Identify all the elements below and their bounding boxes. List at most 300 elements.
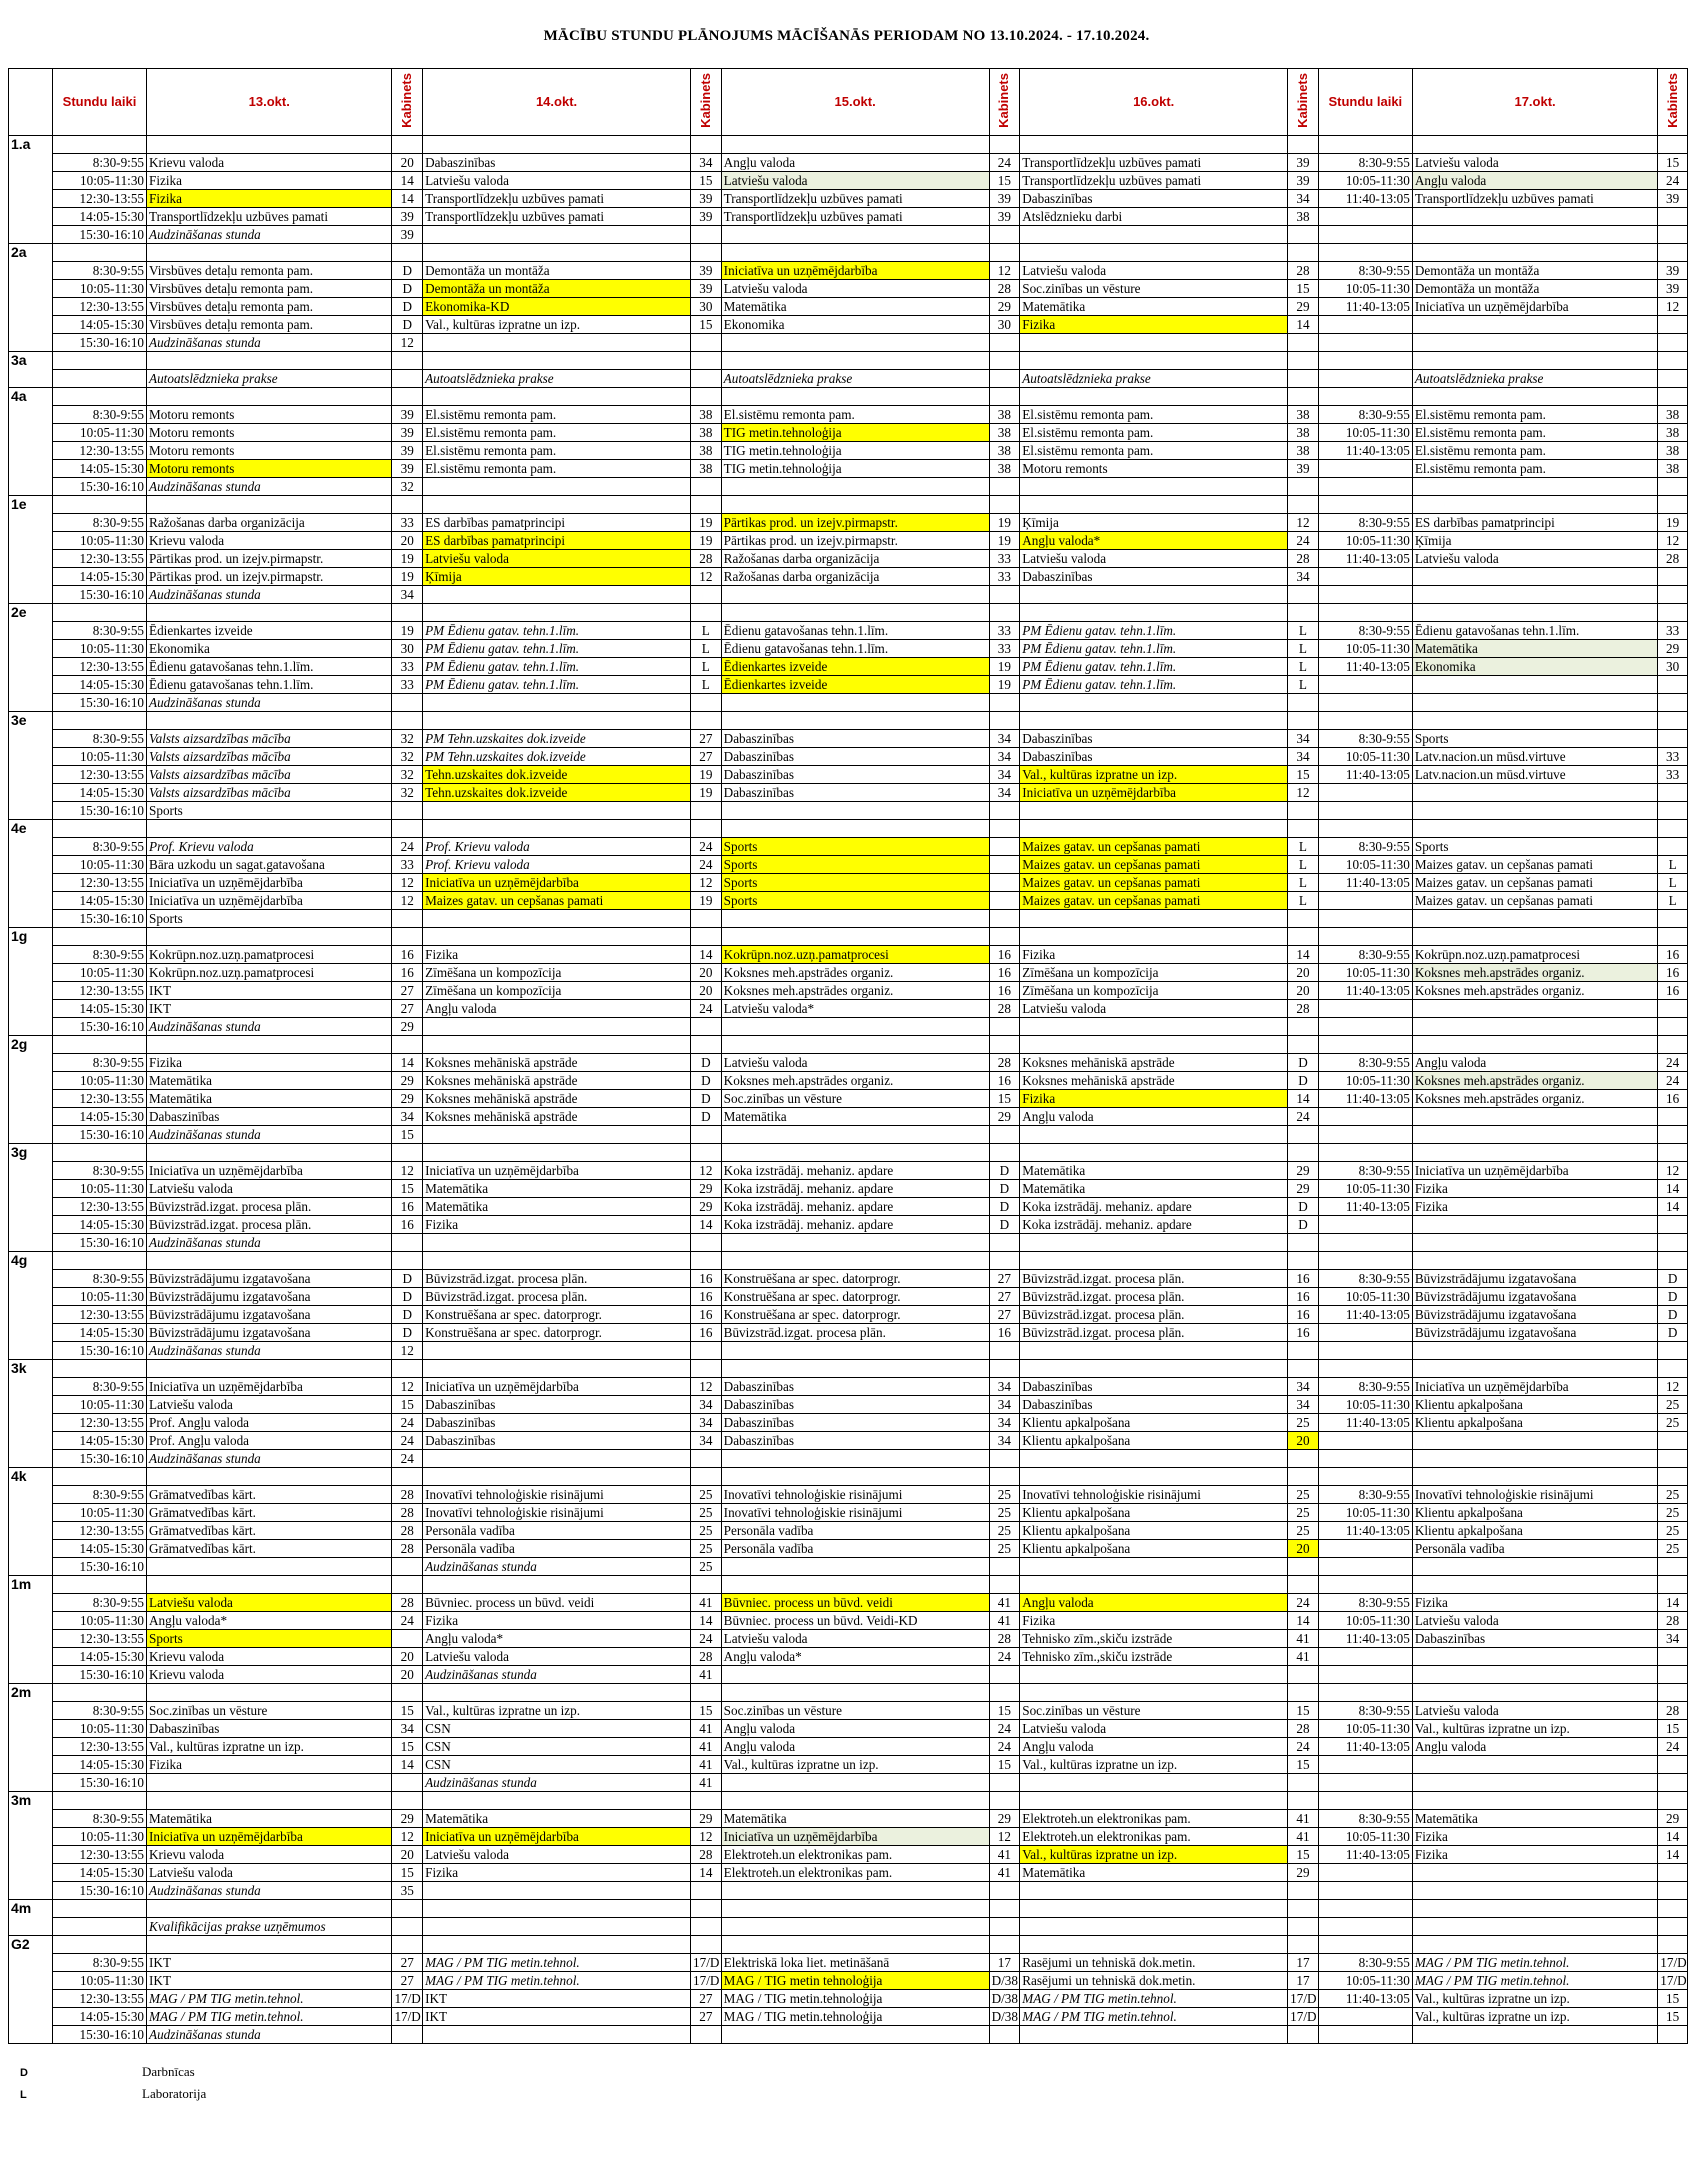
room-cell xyxy=(1658,1216,1688,1234)
time-slot: 10:05-11:30 xyxy=(1318,172,1412,190)
spacer-cell xyxy=(392,820,423,838)
subject-cell: Koka izstrādāj. mehaniz. apdare xyxy=(721,1198,989,1216)
subject-cell xyxy=(721,910,989,928)
room-cell xyxy=(1658,784,1688,802)
room-cell xyxy=(989,856,1020,874)
time-slot xyxy=(1318,1126,1412,1144)
subject-cell xyxy=(1412,1000,1657,1018)
time-slot: 14:05-15:30 xyxy=(52,1864,146,1882)
room-cell: 27 xyxy=(392,1000,423,1018)
subject-cell: Konstruēšana ar spec. datorprogr. xyxy=(721,1306,989,1324)
room-cell: 19 xyxy=(691,532,722,550)
time-slot: 10:05-11:30 xyxy=(1318,748,1412,766)
subject-cell: Rasējumi un tehniskā dok.metin. xyxy=(1020,1972,1288,1990)
room-cell: 24 xyxy=(1288,532,1319,550)
table-row xyxy=(9,1378,1688,1396)
spacer-cell xyxy=(691,388,722,406)
subject-cell xyxy=(1412,1648,1657,1666)
subject-cell: Iniciatīva un uzņēmējdarbība xyxy=(1020,784,1288,802)
spacer-cell xyxy=(989,712,1020,730)
spacer-cell xyxy=(1412,712,1657,730)
subject-cell: Fizika xyxy=(1412,1180,1657,1198)
spacer-cell xyxy=(392,712,423,730)
room-cell xyxy=(1658,370,1688,388)
room-cell: 19 xyxy=(691,766,722,784)
time-slot: 8:30-9:55 xyxy=(52,514,146,532)
subject-cell: Konstruēšana ar spec. datorprogr. xyxy=(423,1324,691,1342)
room-cell: 29 xyxy=(1288,298,1319,316)
room-cell: 34 xyxy=(691,1396,722,1414)
room-cell: 33 xyxy=(989,550,1020,568)
room-cell: 34 xyxy=(1288,748,1319,766)
subject-cell: Val., kultūras izpratne un izp. xyxy=(1412,2008,1657,2026)
subject-cell: Elektroteh.un elektronikas pam. xyxy=(1020,1810,1288,1828)
room-cell: D xyxy=(392,280,423,298)
spacer-cell xyxy=(1658,1144,1688,1162)
room-cell: 17/D xyxy=(691,1954,722,1972)
table-row xyxy=(9,226,1688,244)
time-slot: 11:40-13:05 xyxy=(1318,1990,1412,2008)
room-cell: 16 xyxy=(1658,982,1688,1000)
class-name: 1e xyxy=(9,496,53,604)
time-slot: 8:30-9:55 xyxy=(1318,1486,1412,1504)
room-cell: 24 xyxy=(1658,1054,1688,1072)
time-slot: 8:30-9:55 xyxy=(52,1810,146,1828)
subject-cell: Ekonomika xyxy=(147,640,392,658)
room-cell: 19 xyxy=(691,892,722,910)
spacer-cell xyxy=(392,1468,423,1486)
subject-cell: MAG / PM TIG metin.tehnol. xyxy=(423,1972,691,1990)
room-cell: 24 xyxy=(691,1000,722,1018)
subject-cell: Val., kultūras izpratne un izp. xyxy=(423,1702,691,1720)
time-slot xyxy=(1318,568,1412,586)
subject-cell: Latviešu valoda xyxy=(147,1594,392,1612)
spacer-cell xyxy=(147,1252,392,1270)
room-cell: 12 xyxy=(392,1162,423,1180)
room-cell: 34 xyxy=(989,766,1020,784)
subject-cell: El.sistēmu remonta pam. xyxy=(423,424,691,442)
header-room-label: Kabinets xyxy=(1664,72,1680,128)
time-slot xyxy=(1318,1918,1412,1936)
subject-cell xyxy=(1020,1018,1288,1036)
subject-cell xyxy=(1412,1918,1657,1936)
spacer-cell xyxy=(691,496,722,514)
class-name: 2a xyxy=(9,244,53,352)
room-cell: 16 xyxy=(989,982,1020,1000)
room-cell xyxy=(1288,1018,1319,1036)
room-cell: 19 xyxy=(989,676,1020,694)
subject-cell: Ražošanas darba organizācija xyxy=(147,514,392,532)
spacer-cell xyxy=(52,1792,146,1810)
room-cell: 14 xyxy=(1288,946,1319,964)
room-cell: L xyxy=(691,658,722,676)
spacer-cell xyxy=(1020,820,1288,838)
time-slot: 15:30-16:10 xyxy=(52,1018,146,1036)
subject-cell: IKT xyxy=(147,1972,392,1990)
table-row xyxy=(9,946,1688,964)
room-cell: 17/D xyxy=(392,1990,423,2008)
time-slot: 15:30-16:10 xyxy=(52,1666,146,1684)
room-cell: 38 xyxy=(691,406,722,424)
room-cell: 12 xyxy=(691,1378,722,1396)
subject-cell: Fizika xyxy=(423,1612,691,1630)
subject-cell: Matemātika xyxy=(147,1090,392,1108)
subject-cell xyxy=(1020,694,1288,712)
room-cell: 14 xyxy=(392,1756,423,1774)
table-row xyxy=(9,640,1688,658)
spacer-cell xyxy=(1318,604,1412,622)
room-cell xyxy=(1658,910,1688,928)
room-cell xyxy=(691,1918,722,1936)
subject-cell xyxy=(423,910,691,928)
subject-cell: Autoatslēdznieka prakse xyxy=(423,370,691,388)
table-row xyxy=(9,1504,1688,1522)
subject-cell: Fizika xyxy=(147,190,392,208)
room-cell xyxy=(1658,802,1688,820)
time-slot: 8:30-9:55 xyxy=(52,1270,146,1288)
subject-cell xyxy=(1412,2026,1657,2044)
time-slot: 12:30-13:55 xyxy=(52,1306,146,1324)
subject-cell xyxy=(1020,1774,1288,1792)
subject-cell: Dabaszinības xyxy=(721,1378,989,1396)
subject-cell xyxy=(1020,1234,1288,1252)
time-slot: 12:30-13:55 xyxy=(52,1414,146,1432)
spacer-cell xyxy=(691,1936,722,1954)
time-slot: 8:30-9:55 xyxy=(1318,946,1412,964)
spacer-cell xyxy=(1020,1936,1288,1954)
subject-cell: IKT xyxy=(423,2008,691,2026)
time-slot xyxy=(1318,1882,1412,1900)
subject-cell: Angļu valoda xyxy=(1412,1738,1657,1756)
room-cell: 28 xyxy=(989,280,1020,298)
subject-cell: Dabaszinības xyxy=(721,784,989,802)
room-cell: 32 xyxy=(392,784,423,802)
room-cell xyxy=(1288,370,1319,388)
subject-cell: Val., kultūras izpratne un izp. xyxy=(423,316,691,334)
subject-cell: Matemātika xyxy=(721,1810,989,1828)
time-slot: 14:05-15:30 xyxy=(52,1324,146,1342)
room-cell: 28 xyxy=(989,1054,1020,1072)
room-cell: 25 xyxy=(989,1522,1020,1540)
subject-cell: PM Tehn.uzskaites dok.izveide xyxy=(423,748,691,766)
subject-cell: Latv.nacion.un mūsd.virtuve xyxy=(1412,766,1657,784)
subject-cell: Latviešu valoda xyxy=(423,1846,691,1864)
page-title: MĀCĪBU STUNDU PLĀNOJUMS MĀCĪŠANĀS PERIODAM NO 13.10.2024. - 17.10.2024. xyxy=(543,28,1150,44)
spacer-cell xyxy=(52,388,146,406)
subject-cell: Klientu apkalpošana xyxy=(1020,1522,1288,1540)
subject-cell: Soc.zinības un vēsture xyxy=(147,1702,392,1720)
room-cell: 39 xyxy=(691,280,722,298)
room-cell: 38 xyxy=(989,460,1020,478)
table-row xyxy=(9,460,1688,478)
room-cell: 16 xyxy=(989,1072,1020,1090)
room-cell: 34 xyxy=(989,748,1020,766)
subject-cell: Ekonomika-KD xyxy=(423,298,691,316)
spacer-cell xyxy=(147,1036,392,1054)
subject-cell xyxy=(721,1126,989,1144)
class-name: 4g xyxy=(9,1252,53,1360)
room-cell: 15 xyxy=(1288,1756,1319,1774)
table-row xyxy=(9,1558,1688,1576)
header-room xyxy=(1288,69,1319,136)
spacer-cell xyxy=(691,1900,722,1918)
spacer-cell xyxy=(1412,352,1657,370)
subject-cell: Krievu valoda xyxy=(147,1846,392,1864)
spacer-cell xyxy=(989,136,1020,154)
time-slot: 14:05-15:30 xyxy=(52,1432,146,1450)
room-cell: 16 xyxy=(1288,1288,1319,1306)
time-slot: 10:05-11:30 xyxy=(52,1072,146,1090)
room-cell xyxy=(1288,478,1319,496)
subject-cell: Grāmatvedības kārt. xyxy=(147,1504,392,1522)
time-slot xyxy=(1318,784,1412,802)
spacer-cell xyxy=(1658,352,1688,370)
spacer-cell xyxy=(989,1468,1020,1486)
spacer-cell xyxy=(1412,1900,1657,1918)
spacer-cell xyxy=(1412,1360,1657,1378)
subject-cell: Krievu valoda xyxy=(147,1648,392,1666)
spacer-cell xyxy=(1020,712,1288,730)
subject-cell: Koka izstrādāj. mehaniz. apdare xyxy=(1020,1216,1288,1234)
room-cell: 16 xyxy=(989,946,1020,964)
table-row xyxy=(9,1666,1688,1684)
room-cell: 30 xyxy=(392,640,423,658)
table-row xyxy=(9,1216,1688,1234)
spacer-cell xyxy=(1288,1684,1319,1702)
spacer-cell xyxy=(392,1252,423,1270)
time-slot: 8:30-9:55 xyxy=(1318,262,1412,280)
subject-cell xyxy=(1412,1108,1657,1126)
time-slot: 8:30-9:55 xyxy=(52,262,146,280)
time-slot xyxy=(1318,1234,1412,1252)
subject-cell: Audzināšanas stunda xyxy=(147,1882,392,1900)
time-slot: 10:05-11:30 xyxy=(1318,532,1412,550)
room-cell: 25 xyxy=(1658,1396,1688,1414)
legend-text: Laboratorija xyxy=(142,2086,207,2101)
subject-cell: Angļu valoda xyxy=(1412,1054,1657,1072)
subject-cell xyxy=(1412,208,1657,226)
subject-cell: CSN xyxy=(423,1738,691,1756)
class-name: 3m xyxy=(9,1792,53,1900)
spacer-cell xyxy=(1020,604,1288,622)
room-cell: 12 xyxy=(392,874,423,892)
subject-cell: Zīmēšana un kompozīcija xyxy=(423,964,691,982)
subject-cell: Audzināšanas stunda xyxy=(147,478,392,496)
room-cell: 16 xyxy=(1658,946,1688,964)
room-cell: 41 xyxy=(691,1594,722,1612)
table-row xyxy=(9,694,1688,712)
subject-cell: Iniciatīva un uzņēmējdarbība xyxy=(1412,298,1657,316)
table-row xyxy=(9,1720,1688,1738)
table-row xyxy=(9,712,1688,730)
time-slot: 12:30-13:55 xyxy=(52,1090,146,1108)
room-cell: 34 xyxy=(1288,1396,1319,1414)
time-slot: 10:05-11:30 xyxy=(1318,1828,1412,1846)
room-cell: L xyxy=(1658,892,1688,910)
subject-cell: Būvniec. process un būvd. Veidi-KD xyxy=(721,1612,989,1630)
spacer-cell xyxy=(52,820,146,838)
table-row xyxy=(9,1036,1688,1054)
room-cell: 27 xyxy=(989,1306,1020,1324)
room-cell: 16 xyxy=(392,964,423,982)
subject-cell: Koksnes meh.apstrādes organiz. xyxy=(1412,1072,1657,1090)
room-cell: 27 xyxy=(989,1270,1020,1288)
subject-cell: Būvizstrād.izgat. procesa plān. xyxy=(1020,1270,1288,1288)
time-slot: 10:05-11:30 xyxy=(52,424,146,442)
subject-cell xyxy=(721,1774,989,1792)
room-cell: 15 xyxy=(392,1180,423,1198)
room-cell: D xyxy=(1288,1054,1319,1072)
room-cell xyxy=(1288,802,1319,820)
subject-cell: Prof. Krievu valoda xyxy=(423,856,691,874)
room-cell: 25 xyxy=(1288,1414,1319,1432)
spacer-cell xyxy=(721,1684,989,1702)
spacer-cell xyxy=(1658,496,1688,514)
room-cell: 38 xyxy=(691,424,722,442)
room-cell: 25 xyxy=(989,1540,1020,1558)
subject-cell: Ēdienu gatavošanas tehn.1.līm. xyxy=(1412,622,1657,640)
room-cell: 27 xyxy=(691,1990,722,2008)
spacer-cell xyxy=(1020,352,1288,370)
time-slot xyxy=(1318,1450,1412,1468)
room-cell: L xyxy=(1288,676,1319,694)
room-cell xyxy=(1658,1774,1688,1792)
subject-cell: Valsts aizsardzības mācība xyxy=(147,766,392,784)
room-cell xyxy=(989,1018,1020,1036)
time-slot: 8:30-9:55 xyxy=(1318,1594,1412,1612)
subject-cell: Personāla vadība xyxy=(423,1522,691,1540)
subject-cell: CSN xyxy=(423,1756,691,1774)
subject-cell: Personāla vadība xyxy=(721,1522,989,1540)
subject-cell: Tehn.uzskaites dok.izveide xyxy=(423,784,691,802)
subject-cell: TIG metin.tehnoloģija xyxy=(721,442,989,460)
subject-cell xyxy=(721,694,989,712)
table-row xyxy=(9,622,1688,640)
corner-cell xyxy=(9,69,53,136)
subject-cell: Latviešu valoda xyxy=(1020,550,1288,568)
subject-cell: Valsts aizsardzības mācība xyxy=(147,748,392,766)
header-time: Stundu laiki xyxy=(1318,69,1412,136)
spacer-cell xyxy=(721,244,989,262)
subject-cell: Personāla vadība xyxy=(423,1540,691,1558)
spacer-cell xyxy=(1658,712,1688,730)
class-name: 1g xyxy=(9,928,53,1036)
spacer-cell xyxy=(1658,820,1688,838)
room-cell: 33 xyxy=(1658,748,1688,766)
room-cell: 12 xyxy=(392,892,423,910)
subject-cell: Latviešu valoda xyxy=(1412,154,1657,172)
table-row xyxy=(9,136,1688,154)
subject-cell: PM Ēdienu gatav. tehn.1.līm. xyxy=(1020,676,1288,694)
spacer-cell xyxy=(989,604,1020,622)
subject-cell: Zīmēšana un kompozīcija xyxy=(1020,964,1288,982)
spacer-cell xyxy=(1288,604,1319,622)
room-cell xyxy=(1288,1918,1319,1936)
spacer-cell xyxy=(989,352,1020,370)
table-row xyxy=(9,262,1688,280)
subject-cell: Transportlīdzekļu uzbūves pamati xyxy=(1020,172,1288,190)
time-slot: 11:40-13:05 xyxy=(1318,442,1412,460)
table-row xyxy=(9,1576,1688,1594)
time-slot: 15:30-16:10 xyxy=(52,802,146,820)
room-cell: 39 xyxy=(691,190,722,208)
room-cell: 29 xyxy=(691,1810,722,1828)
room-cell: 34 xyxy=(691,1414,722,1432)
table-row xyxy=(9,2026,1688,2044)
room-cell: 32 xyxy=(392,478,423,496)
room-cell: 15 xyxy=(392,1702,423,1720)
time-slot: 15:30-16:10 xyxy=(52,694,146,712)
class-name: 1.a xyxy=(9,136,53,244)
room-cell: 24 xyxy=(1288,1108,1319,1126)
room-cell: 25 xyxy=(1658,1414,1688,1432)
time-slot: 10:05-11:30 xyxy=(52,1612,146,1630)
subject-cell: ES darbības pamatprincipi xyxy=(1412,514,1657,532)
subject-cell: Autoatslēdznieka prakse xyxy=(1412,370,1657,388)
room-cell: 20 xyxy=(392,1666,423,1684)
room-cell: 24 xyxy=(392,1450,423,1468)
time-slot xyxy=(1318,1324,1412,1342)
time-slot: 10:05-11:30 xyxy=(52,1396,146,1414)
time-slot: 10:05-11:30 xyxy=(1318,1972,1412,1990)
room-cell: 38 xyxy=(989,406,1020,424)
room-cell xyxy=(691,802,722,820)
subject-cell: ES darbības pamatprincipi xyxy=(423,532,691,550)
room-cell: 12 xyxy=(1288,514,1319,532)
room-cell: 38 xyxy=(691,442,722,460)
spacer-cell xyxy=(1318,1900,1412,1918)
subject-cell: Val., kultūras izpratne un izp. xyxy=(1020,1846,1288,1864)
room-cell: 15 xyxy=(691,172,722,190)
room-cell: 33 xyxy=(989,640,1020,658)
subject-cell: Elektroteh.un elektronikas pam. xyxy=(721,1864,989,1882)
room-cell: 38 xyxy=(1288,406,1319,424)
subject-cell xyxy=(1020,802,1288,820)
spacer-cell xyxy=(721,1468,989,1486)
room-cell: 39 xyxy=(1658,262,1688,280)
room-cell: 33 xyxy=(1658,622,1688,640)
spacer-cell xyxy=(989,244,1020,262)
room-cell: 15 xyxy=(691,316,722,334)
spacer-cell xyxy=(52,712,146,730)
spacer-cell xyxy=(989,820,1020,838)
room-cell: 28 xyxy=(392,1486,423,1504)
spacer-cell xyxy=(1658,1576,1688,1594)
subject-cell: Dabaszinības xyxy=(721,1396,989,1414)
room-cell xyxy=(691,1882,722,1900)
room-cell: 15 xyxy=(1288,280,1319,298)
subject-cell: Dabaszinības xyxy=(1020,1378,1288,1396)
room-cell: 28 xyxy=(1288,1000,1319,1018)
room-cell xyxy=(989,874,1020,892)
room-cell xyxy=(1658,316,1688,334)
spacer-cell xyxy=(1288,1144,1319,1162)
room-cell: 25 xyxy=(691,1558,722,1576)
room-cell xyxy=(392,910,423,928)
subject-cell: Būvizstrādājumu izgatavošana xyxy=(147,1306,392,1324)
room-cell: 33 xyxy=(392,658,423,676)
subject-cell: Matemātika xyxy=(1020,298,1288,316)
subject-cell: Autoatslēdznieka prakse xyxy=(721,370,989,388)
room-cell: 25 xyxy=(1288,1504,1319,1522)
room-cell: 28 xyxy=(392,1522,423,1540)
room-cell: D xyxy=(691,1090,722,1108)
room-cell xyxy=(392,802,423,820)
subject-cell: Dabaszinības xyxy=(1412,1630,1657,1648)
room-cell: 33 xyxy=(989,568,1020,586)
subject-cell: Klientu apkalpošana xyxy=(1412,1414,1657,1432)
spacer-cell xyxy=(52,1036,146,1054)
